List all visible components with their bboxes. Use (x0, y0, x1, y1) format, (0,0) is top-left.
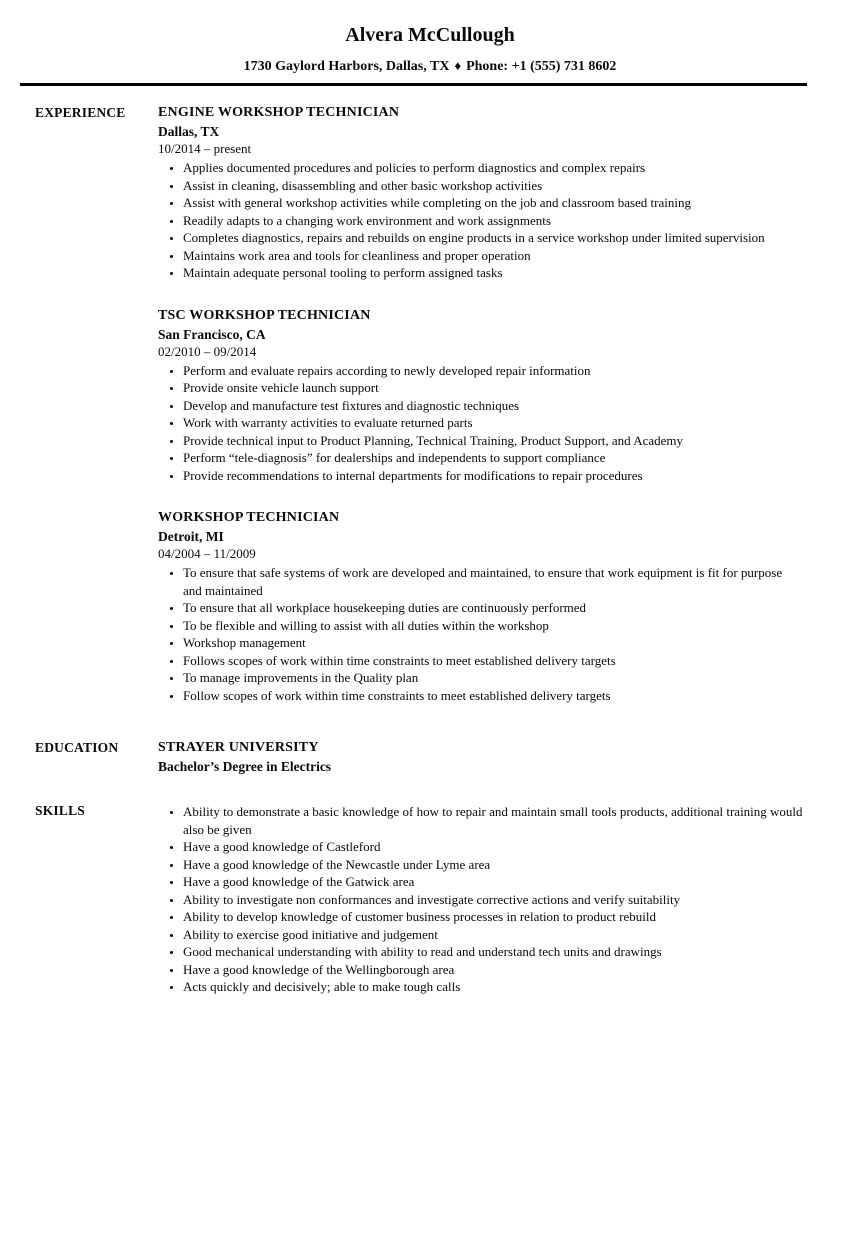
contact-phone: Phone: +1 (555) 731 8602 (466, 59, 617, 74)
job-entry-1 (158, 103, 803, 282)
job-bullet: • Maintain adequate personal tooling to perform assigned tasks (183, 264, 803, 282)
resume-body (0, 103, 860, 996)
job-bullet: • Provide onsite vehicle launch support (183, 379, 803, 397)
section-label-skills: SKILLS (35, 803, 85, 818)
education-section (0, 738, 860, 777)
job-bullet: • To be flexible and willing to assist with all duties within the workshop (183, 617, 803, 635)
job-bullet: • Readily adapts to a changing work environment and work assignments (183, 212, 803, 230)
job-location: Detroit, MI (158, 529, 224, 544)
job-bullet: • Completes diagnostics, repairs and rebuilds on engine products in a service workshop under limited supervision (183, 229, 803, 247)
job-bullet: • Provide recommendations to internal departments for modifications to repair procedures (183, 467, 803, 485)
education-degree: Bachelor’s Degree in Electrics (158, 759, 332, 774)
job-bullet: • To ensure that safe systems of work are developed and maintained, to ensure that work equipment is fit for purpose and maintained (183, 564, 803, 599)
skill-bullet: • Acts quickly and decisively; able to make tough calls (183, 978, 803, 996)
job-dates: 02/2010 – 09/2014 (158, 343, 257, 359)
candidate-name: Alvera McCullough (345, 24, 515, 46)
skill-bullet: • Ability to demonstrate a basic knowledge of how to repair and maintain small tools products, additional training would also be given (183, 803, 803, 838)
job-dates: 04/2004 – 11/2009 (158, 546, 256, 561)
job-entry-2 (158, 306, 803, 485)
job-bullet: • Work with warranty activities to evaluate returned parts (183, 414, 803, 432)
skill-bullet: • Have a good knowledge of the Newcastle under Lyme area (183, 856, 803, 874)
experience-section (0, 103, 860, 704)
job-entry-3 (158, 508, 803, 704)
header-divider (20, 83, 807, 86)
job-bullet: • Follow scopes of work within time constraints to meet established delivery targets (183, 687, 803, 705)
job-bullet: • Applies documented procedures and policies to perform diagnostics and complex repairs (183, 159, 803, 177)
job-bullet: • Perform “tele-diagnosis” for dealerships and independents to support compliance (183, 449, 803, 467)
diamond-icon: ♦ (454, 58, 462, 73)
education-content (158, 738, 803, 777)
job-location: San Francisco, CA (158, 326, 266, 342)
job-bullet: • Perform and evaluate repairs according to newly developed repair information (183, 362, 803, 380)
section-label-experience: EXPERIENCE (35, 105, 126, 120)
job-title: WORKSHOP TECHNICIAN (158, 510, 340, 525)
job-bullet: • Provide technical input to Product Planning, Technical Training, Product Support, and Academy (183, 432, 803, 450)
job-bullet-list (158, 362, 803, 485)
skills-bullet-list (158, 803, 803, 996)
contact-address: 1730 Gaylord Harbors, Dallas, TX (243, 59, 450, 74)
contact-info (0, 57, 860, 75)
skill-bullet: • Ability to investigate non conformances and investigate corrective actions and verify suitability (183, 891, 803, 909)
job-bullet-list (158, 564, 803, 704)
skill-bullet: • Have a good knowledge of Castleford (183, 838, 803, 856)
skill-bullet: • Ability to exercise good initiative and judgement (183, 926, 803, 944)
job-bullet: • To ensure that all workplace housekeeping duties are continuously performed (183, 599, 803, 617)
job-bullet: • To manage improvements in the Quality plan (183, 669, 803, 687)
job-title: TSC WORKSHOP TECHNICIAN (158, 307, 371, 323)
job-bullet-list (158, 159, 803, 282)
skill-bullet: • Ability to develop knowledge of customer business processes in relation to product rebuild (183, 908, 803, 926)
resume-header (0, 0, 860, 86)
skill-bullet: • Have a good knowledge of the Gatwick area (183, 873, 803, 891)
job-dates: 10/2014 – present (158, 141, 252, 156)
skill-bullet: • Good mechanical understanding with ability to read and understand tech units and drawings (183, 943, 803, 961)
skills-content (158, 801, 803, 996)
job-bullet: • Assist with general workshop activities while completing on the job and classroom based training (183, 194, 803, 212)
job-bullet: • Develop and manufacture test fixtures and diagnostic techniques (183, 397, 803, 415)
section-label-education: EDUCATION (35, 740, 119, 755)
skill-bullet: • Have a good knowledge of the Wellingborough area (183, 961, 803, 979)
job-location: Dallas, TX (158, 124, 220, 139)
job-bullet: • Follows scopes of work within time constraints to meet established delivery targets (183, 652, 803, 670)
skills-section (0, 801, 860, 996)
job-bullet: • Assist in cleaning, disassembling and other basic workshop activities (183, 177, 803, 195)
job-bullet: • Maintains work area and tools for cleanliness and proper operation (183, 247, 803, 265)
job-bullet: • Workshop management (183, 634, 803, 652)
education-school: STRAYER UNIVERSITY (158, 740, 319, 755)
experience-content (158, 103, 803, 704)
job-title: ENGINE WORKSHOP TECHNICIAN (158, 105, 400, 120)
